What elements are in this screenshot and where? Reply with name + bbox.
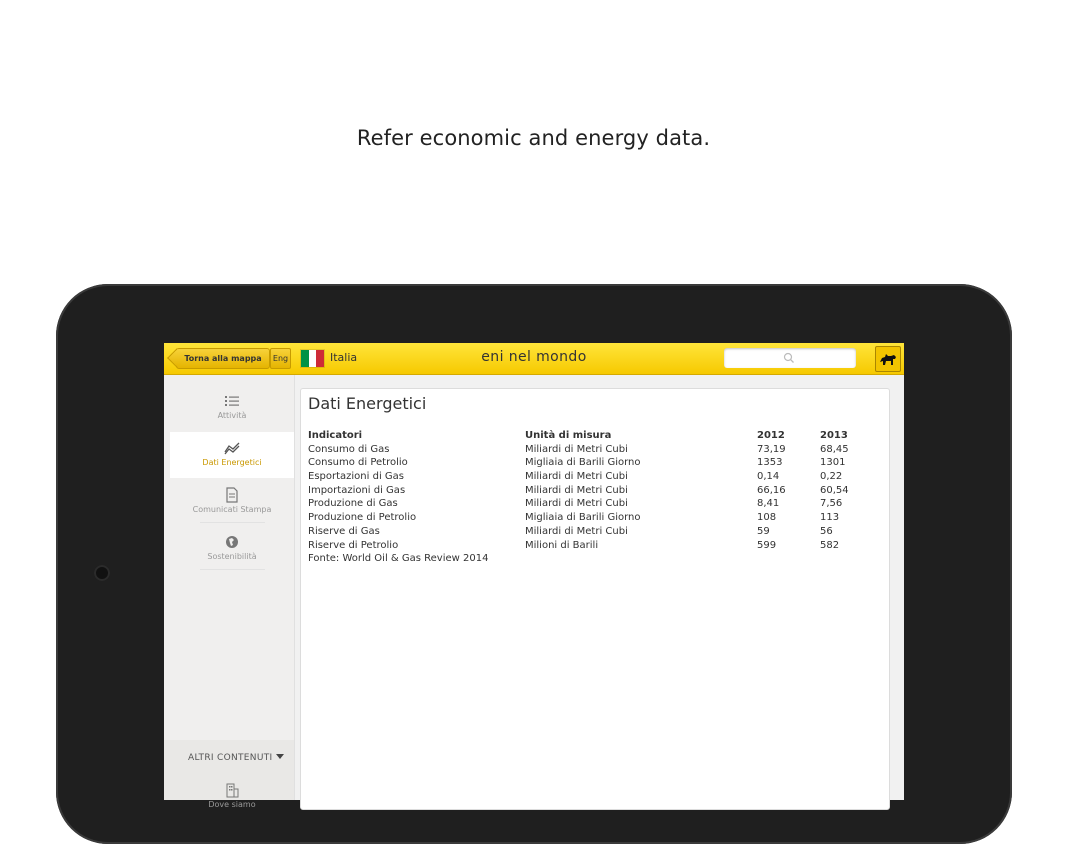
promo-caption: Refer economic and energy data.	[356, 126, 711, 150]
table-cell: 68,45	[820, 443, 849, 455]
table-cell: Importazioni di Gas	[308, 484, 406, 496]
list-icon	[224, 393, 240, 409]
table-row	[308, 539, 878, 553]
table-cell: Migliaia di Barili Giorno	[525, 457, 641, 469]
table-cell: Consumo di Gas	[308, 443, 390, 455]
table-cell: 7,56	[820, 498, 843, 510]
table-cell: 60,54	[820, 484, 849, 496]
table-row	[308, 470, 878, 484]
caret-down-icon[interactable]	[276, 754, 284, 759]
table-row	[308, 511, 878, 525]
search-input[interactable]	[724, 348, 856, 368]
sidebar-item-dati-energetici[interactable]	[170, 432, 294, 478]
table-cell: 1301	[820, 457, 846, 469]
table-cell: Produzione di Petrolio	[308, 512, 417, 524]
table-cell: 73,19	[757, 443, 786, 455]
sidebar-item-sostenibilita[interactable]	[170, 526, 294, 572]
eni-logo-icon	[875, 346, 901, 372]
table-cell: Migliaia di Barili Giorno	[525, 512, 641, 524]
table-cell: Consumo di Petrolio	[308, 457, 408, 469]
camera-icon	[94, 565, 110, 581]
column-header: 2013	[820, 430, 848, 441]
table-cell: Produzione di Gas	[308, 498, 398, 510]
back-to-map-button[interactable]	[176, 348, 270, 369]
source-note: Fonte: World Oil & Gas Review 2014	[308, 553, 489, 565]
sidebar-item-dove-siamo[interactable]	[170, 778, 294, 824]
document-icon	[224, 487, 240, 503]
table-cell: Milioni di Barili	[525, 539, 599, 551]
main-content-panel	[300, 388, 890, 810]
altri-contenuti-toggle[interactable]: ALTRI CONTENUTI	[188, 753, 273, 763]
table-row	[308, 484, 878, 498]
column-header: 2012	[757, 430, 785, 441]
back-to-map-label: Torna alla mappa	[184, 354, 262, 363]
sidebar	[164, 375, 295, 809]
table-cell: Miliardi di Metri Cubi	[525, 471, 628, 483]
table-cell: 1353	[757, 457, 783, 469]
table-cell: 56	[820, 525, 833, 537]
italy-flag-icon	[300, 349, 325, 368]
table-row	[308, 456, 878, 470]
sidebar-item-comunicati-stampa[interactable]	[170, 479, 294, 525]
table-row	[308, 525, 878, 539]
column-header: Unità di misura	[525, 430, 612, 441]
table-cell: Miliardi di Metri Cubi	[525, 525, 628, 537]
sidebar-item-label: Sostenibilità	[207, 552, 257, 561]
page-title: Dati Energetici	[308, 394, 427, 413]
energy-data-table	[308, 429, 878, 566]
table-row	[308, 497, 878, 511]
table-cell: 8,41	[757, 498, 780, 510]
globe-icon	[224, 534, 240, 550]
table-cell: 108	[757, 512, 777, 524]
sidebar-item-attivita[interactable]	[170, 385, 294, 431]
table-cell: Riserve di Petrolio	[308, 539, 399, 551]
altri-contenuti-section	[164, 740, 294, 809]
table-cell: 59	[757, 525, 770, 537]
table-cell: Riserve di Gas	[308, 525, 380, 537]
sidebar-item-label: Attività	[217, 411, 247, 420]
table-cell: 0,14	[757, 471, 780, 483]
search-icon	[782, 351, 796, 365]
building-icon	[224, 782, 240, 798]
table-cell: 582	[820, 539, 840, 551]
language-button[interactable]: Eng	[270, 348, 291, 369]
table-cell: Esportazioni di Gas	[308, 471, 404, 483]
divider	[200, 569, 265, 570]
table-row	[308, 443, 878, 457]
table-cell: Miliardi di Metri Cubi	[525, 484, 628, 496]
source-note-row	[308, 552, 878, 566]
table-header-row	[308, 429, 878, 443]
sidebar-item-label: Comunicati Stampa	[192, 505, 272, 514]
table-cell: 66,16	[757, 484, 786, 496]
table-cell: Miliardi di Metri Cubi	[525, 498, 628, 510]
sidebar-item-label: Dati Energetici	[202, 458, 262, 467]
table-cell: Miliardi di Metri Cubi	[525, 443, 628, 455]
chart-icon	[224, 440, 240, 456]
column-header: Indicatori	[308, 430, 363, 441]
top-bar	[164, 343, 904, 375]
table-cell: 599	[757, 539, 777, 551]
sidebar-item-label: Dove siamo	[208, 800, 256, 809]
app-screen	[164, 343, 904, 809]
divider	[200, 522, 265, 523]
table-cell: 0,22	[820, 471, 843, 483]
country-name: Italia	[330, 351, 358, 364]
table-cell: 113	[820, 512, 840, 524]
app-title: eni nel mondo	[481, 349, 587, 365]
